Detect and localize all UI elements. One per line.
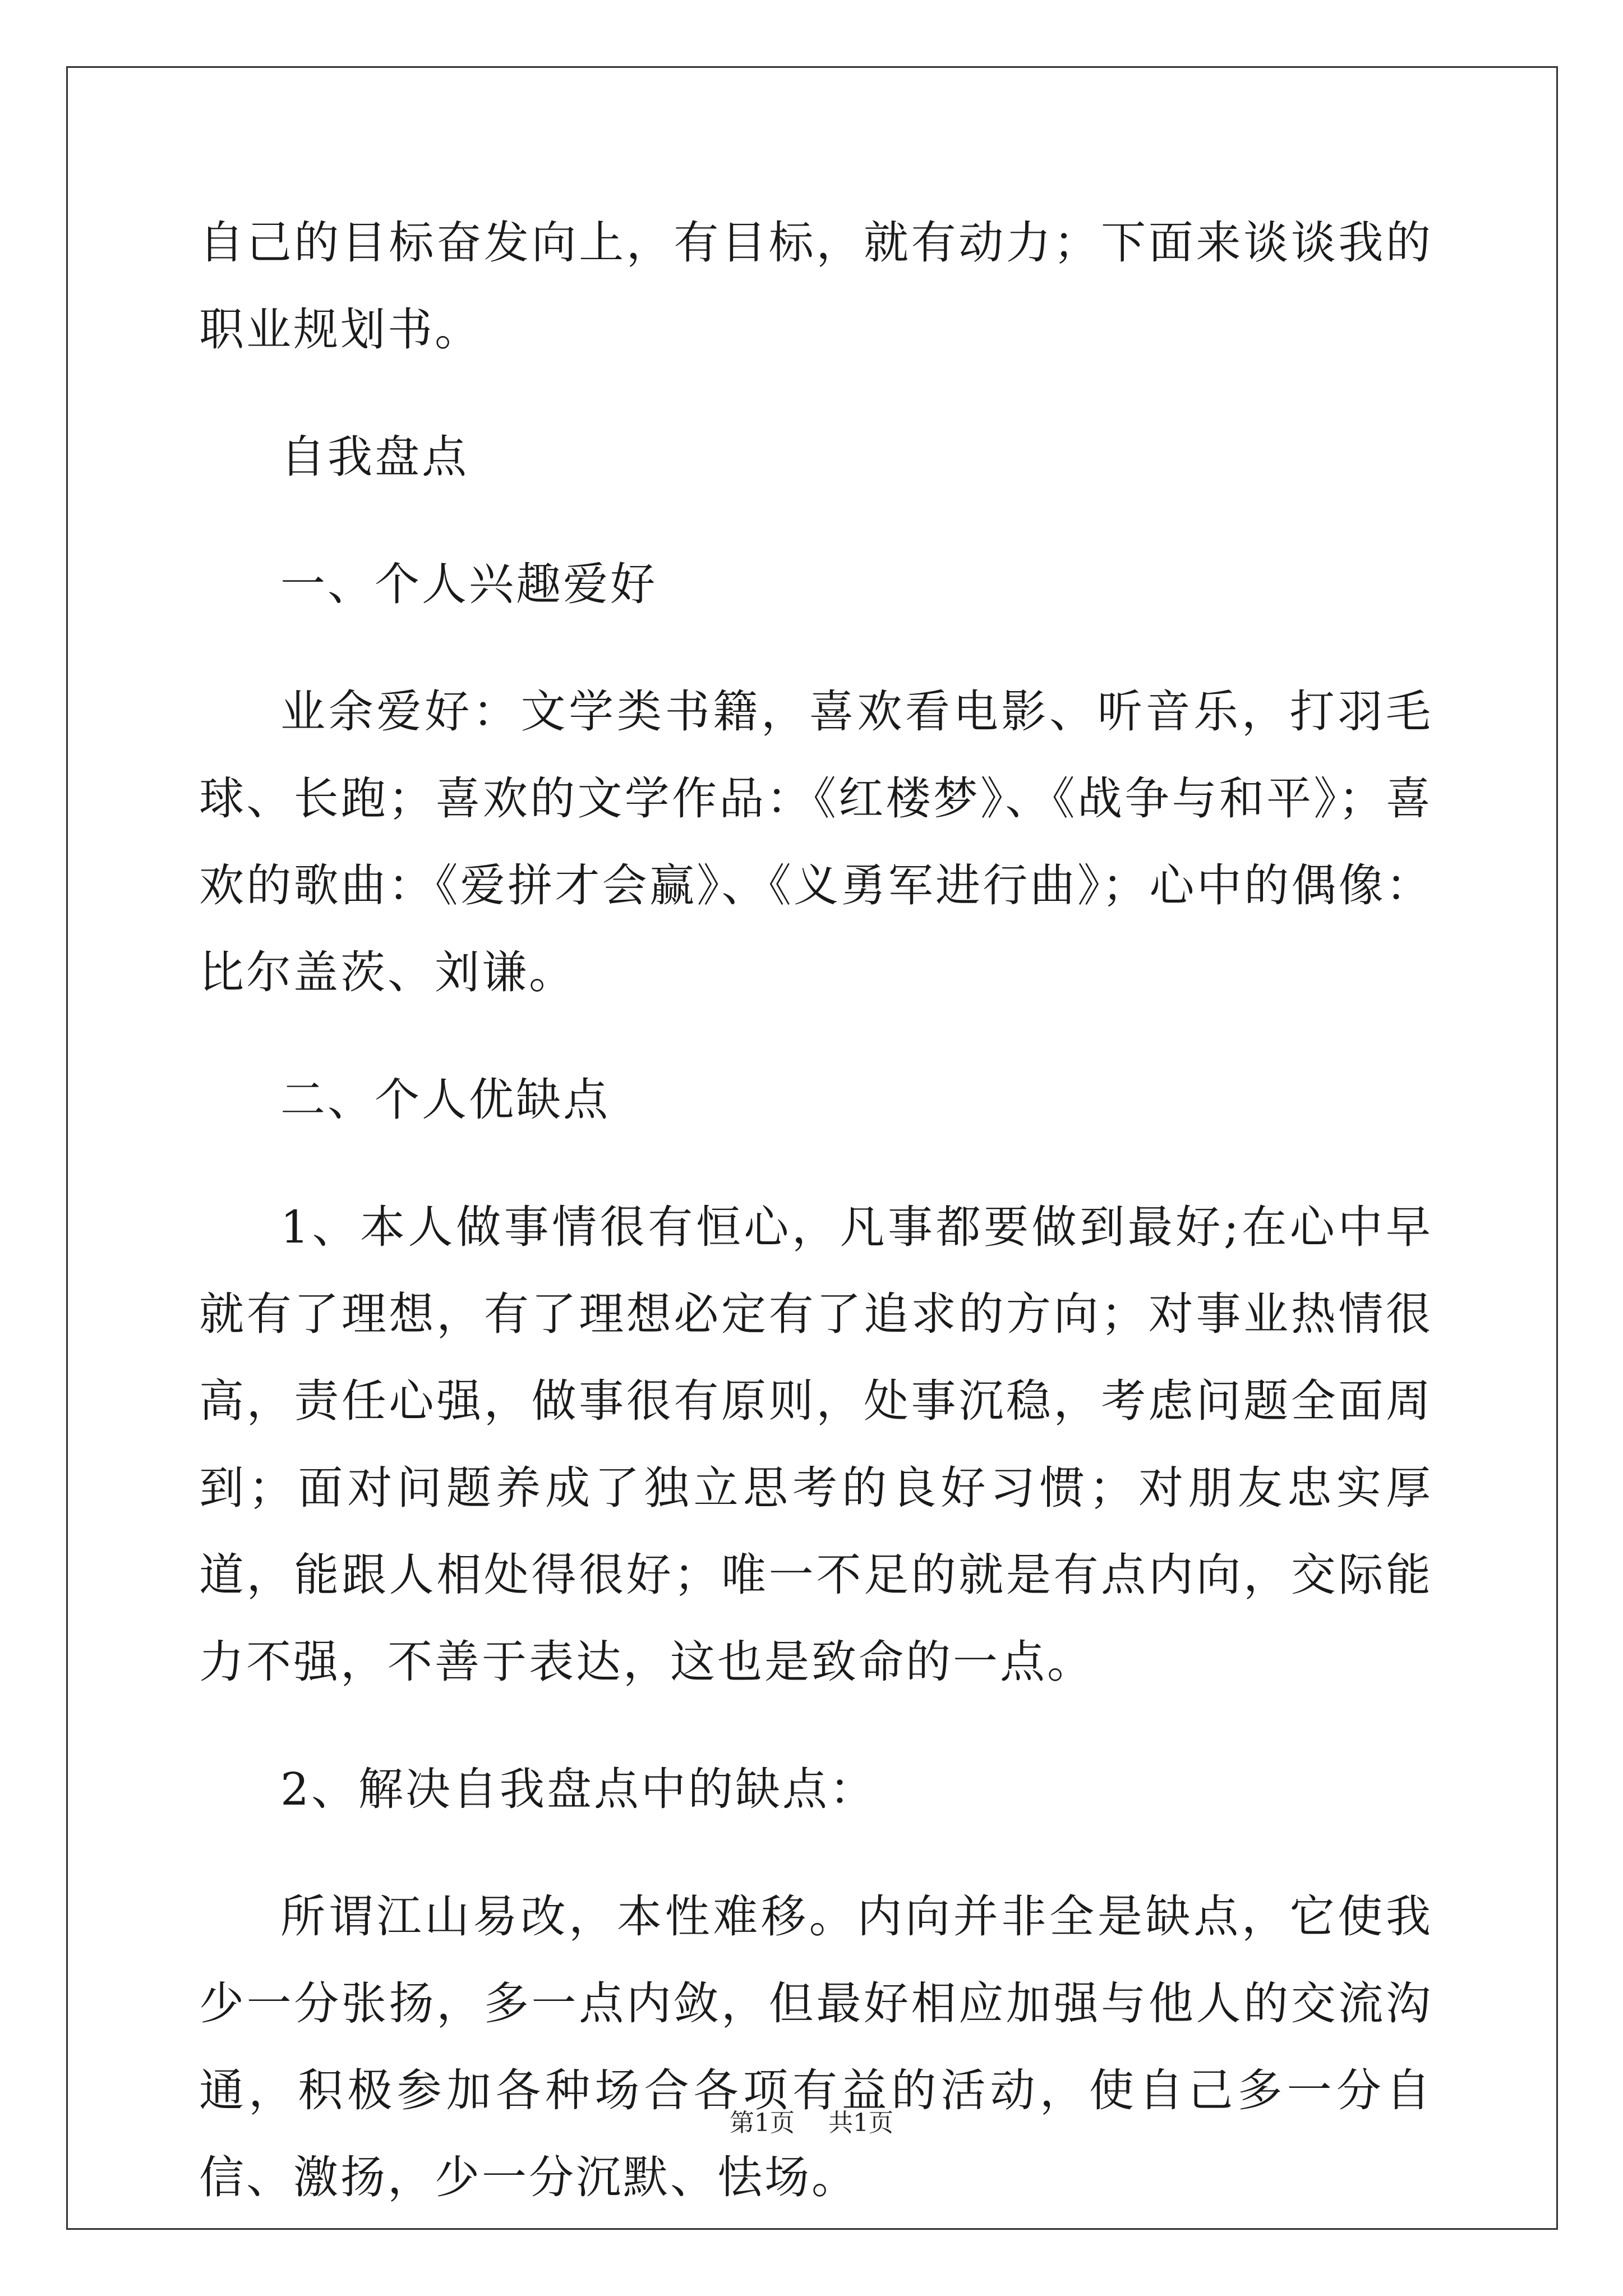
heading-self-review: 自我盘点 <box>280 431 469 483</box>
paragraph-solution: 所谓江山易改，本性难移。内向并非全是缺点，它使我少一分张扬，多一点内敛，但最好相应加强与他人的交流沟通，积极参加各种场合各项有益的活动，使自己多一分自信、激扬，少一分沉默、怯场。 <box>199 1890 1433 2203</box>
page-number-total: 共1页 <box>828 2109 893 2137</box>
paragraph-hobbies: 业余爱好：文学类书籍，喜欢看电影、听音乐，打羽毛球、长跑；喜欢的文学作品：《红楼梦》、《战争与和平》；喜欢的歌曲：《爱拼才会赢》、《义勇军进行曲》；心中的偶像：比尔盖茨、刘谦。 <box>199 685 1433 999</box>
page-footer <box>0 2106 1623 2140</box>
document-body <box>199 199 1433 2261</box>
page-number-current: 第1页 <box>730 2109 795 2137</box>
heading-interests: 一、个人兴趣爱好 <box>280 558 657 610</box>
paragraph-intro-continued: 自己的目标奋发向上，有目标，就有动力；下面来谈谈我的职业规划书。 <box>199 217 1433 356</box>
paragraph-strengths-1: 1、本人做事情很有恒心，凡事都要做到最好;在心中早就有了理想，有了理想必定有了追求的方向；对事业热情很高，责任心强，做事很有原则，处事沉稳，考虑问题全面周到；面对问题养成了独立思考的良好习惯；对朋友忠实厚道，能跟人相处得很好；唯一不足的就是有点内向，交际能力不强，不善于表达，这也是致命的一点。 <box>199 1201 1433 1688</box>
heading-solution: 2、解决自我盘点中的缺点： <box>280 1763 877 1815</box>
heading-strengths: 二、个人优缺点 <box>280 1074 610 1126</box>
